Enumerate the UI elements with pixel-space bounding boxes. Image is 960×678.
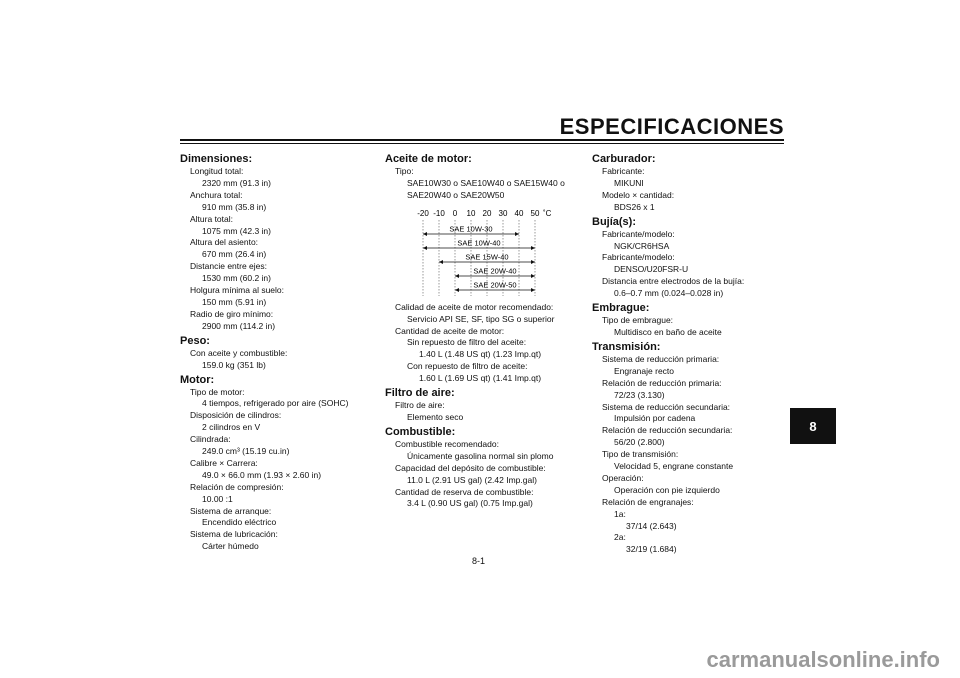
spec-line: Multidisco en baño de aceite	[614, 326, 722, 337]
oil-viscosity-chart	[405, 206, 555, 296]
spec-line: Cilindrada:	[190, 434, 231, 445]
range-arrow-left	[423, 246, 427, 250]
spec-line: 2a:	[614, 532, 626, 543]
section-heading: Combustible:	[385, 425, 456, 438]
tick-label: 10	[466, 208, 476, 218]
series-label: SAE 10W-40	[457, 238, 501, 248]
tick-label: -10	[433, 208, 445, 218]
spec-line: 56/20 (2.800)	[614, 437, 665, 448]
series-label: SAE 20W-50	[473, 280, 517, 290]
spec-line: Velocidad 5, engrane constante	[614, 461, 734, 472]
spec-line: Capacidad del depósito de combustible:	[395, 462, 546, 473]
spec-line: 11.0 L (2.91 US gal) (2.42 Imp.gal)	[407, 474, 537, 485]
spec-line: Combustible recomendado:	[395, 438, 499, 449]
range-arrow-right	[515, 232, 519, 236]
spec-line: Anchura total:	[190, 189, 243, 200]
spec-line: 159.0 kg (351 lb)	[202, 359, 266, 370]
spec-line: Fabricante/modelo:	[602, 228, 675, 239]
spec-line: Operación:	[602, 472, 644, 483]
series-label: SAE 10W-30	[449, 224, 493, 234]
series-label: SAE 15W-40	[465, 252, 509, 262]
spec-line: Radio de giro mínimo:	[190, 308, 274, 319]
spec-line: 37/14 (2.643)	[626, 520, 677, 531]
spec-line: Cantidad de aceite de motor:	[395, 325, 505, 336]
spec-line: 2320 mm (91.3 in)	[202, 177, 271, 188]
spec-line: Impulsión por cadena	[614, 413, 696, 424]
spec-line: Fabricante/modelo:	[602, 252, 675, 263]
section-heading: Bujía(s):	[592, 215, 636, 228]
range-arrow-right	[531, 260, 535, 264]
spec-line: Sistema de reducción secundaria:	[602, 401, 731, 412]
spec-line: 670 mm (26.4 in)	[202, 249, 267, 260]
spec-line: 910 mm (35.8 in)	[202, 201, 267, 212]
page-number: 8-1	[472, 556, 486, 566]
spec-line: Con aceite y combustible:	[190, 347, 288, 358]
section-heading: Peso:	[180, 334, 210, 347]
spec-line: SAE20W40 o SAE20W50	[407, 189, 505, 200]
spec-line: SAE10W30 o SAE10W40 o SAE15W40 o	[407, 177, 565, 188]
spec-line: NGK/CR6HSA	[614, 240, 670, 251]
spec-line: Con repuesto de filtro de aceite:	[407, 361, 528, 372]
column-right	[592, 151, 792, 556]
tick-label: 0	[452, 208, 458, 218]
spec-line: Únicamente gasolina normal sin plomo	[407, 450, 554, 461]
spec-line: Sin repuesto de filtro del aceite:	[407, 337, 527, 348]
spec-line: Disposición de cilindros:	[190, 410, 282, 421]
spec-line: Distancia entre electrodos de la bujía:	[602, 276, 745, 287]
chapter-tab[interactable]: 8	[790, 408, 836, 444]
tick-label: 30	[498, 208, 508, 218]
section-heading: Motor:	[180, 373, 215, 386]
spec-line: Relación de engranajes:	[602, 496, 694, 507]
spec-line: 1075 mm (42.3 in)	[202, 225, 271, 236]
spec-line: 1530 mm (60.2 in)	[202, 273, 271, 284]
spec-line: Tipo:	[395, 166, 414, 176]
spec-line: MIKUNI	[614, 177, 644, 188]
spec-line: Tipo de embrague:	[602, 315, 674, 326]
spec-line: 10.00 :1	[202, 493, 233, 504]
spec-line: Sistema de arranque:	[190, 505, 272, 516]
spec-line: Cárter húmedo	[202, 541, 259, 552]
engine-oil-type	[385, 152, 585, 202]
spec-line: Encendido eléctrico	[202, 517, 277, 528]
range-arrow-left	[455, 288, 459, 292]
header-rule	[180, 139, 784, 141]
spec-line: 3.4 L (0.90 US gal) (0.75 Imp.gal)	[407, 498, 533, 509]
spec-line: Operación con pie izquierdo	[614, 484, 720, 495]
spec-line: 2 cilindros en V	[202, 422, 261, 433]
section-heading: Dimensiones:	[180, 153, 253, 165]
spec-line: 4 tiempos, refrigerado por aire (SOHC)	[202, 398, 349, 409]
spec-line: 249.0 cm³ (15.19 cu.in)	[202, 446, 290, 457]
spec-line: 1a:	[614, 508, 626, 519]
range-arrow-left	[423, 232, 427, 236]
tick-label: 20	[482, 208, 492, 218]
section-heading: Filtro de aire:	[385, 387, 455, 400]
spec-line: Engranaje recto	[614, 365, 675, 376]
spec-line: Altura del asiento:	[190, 237, 259, 248]
spec-line: Sistema de lubricación:	[190, 529, 278, 540]
spec-line: Fabricante:	[602, 166, 645, 176]
spec-line: Relación de compresión:	[190, 481, 284, 492]
spec-line: Holgura mínima al suelo:	[190, 285, 285, 296]
spec-line: Distancie entre ejes:	[190, 261, 268, 272]
column-left	[180, 151, 380, 553]
spec-line: Calibre × Carrera:	[190, 457, 258, 468]
engine-oil-details	[385, 302, 585, 511]
section-heading: Transmisión:	[592, 340, 661, 353]
spec-line: Modelo × cantidad:	[602, 189, 675, 200]
spec-line: 1.40 L (1.48 US qt) (1.23 Imp.qt)	[419, 349, 542, 360]
spec-line: 0.6–0.7 mm (0.024–0.028 in)	[614, 288, 724, 299]
section-heading: Aceite de motor:	[385, 153, 472, 165]
spec-line: Relación de reducción secundaria:	[602, 425, 733, 436]
watermark: carmanualsonline.info	[706, 647, 940, 672]
header-rule-thin	[180, 143, 784, 144]
spec-line: Altura total:	[190, 213, 233, 224]
range-arrow-left	[455, 274, 459, 278]
spec-line: Sistema de reducción primaria:	[602, 353, 720, 364]
range-arrow-left	[439, 260, 443, 264]
spec-line: Tipo de motor:	[190, 386, 245, 397]
page-title: ESPECIFICACIONES	[559, 114, 784, 139]
tick-label: -20	[417, 208, 429, 218]
spec-line: Tipo de transmisión:	[602, 449, 679, 460]
spec-line: 72/23 (3.130)	[614, 389, 665, 400]
spec-line: 32/19 (1.684)	[626, 544, 677, 555]
spec-line: Calidad de aceite de motor recomendado:	[395, 301, 554, 312]
spec-line: Filtro de aire:	[395, 400, 445, 411]
spec-line: 2900 mm (114.2 in)	[202, 320, 276, 331]
spec-line: Cantidad de reserva de combustible:	[395, 486, 534, 497]
section-heading: Embrague:	[592, 302, 650, 315]
spec-line: 49.0 × 66.0 mm (1.93 × 2.60 in)	[202, 469, 322, 480]
spec-line: Relación de reducción primaria:	[602, 377, 722, 388]
series-label: SAE 20W-40	[473, 266, 517, 276]
spec-line: BDS26 x 1	[614, 201, 655, 212]
spec-line: 150 mm (5.91 in)	[202, 296, 267, 307]
column-middle	[385, 151, 585, 510]
spec-line: Elemento seco	[407, 411, 464, 422]
range-arrow-right	[531, 274, 535, 278]
spec-line: Servicio API SE, SF, tipo SG o superior	[407, 313, 555, 324]
unit-label: ˚C	[543, 208, 552, 218]
tick-label: 50	[530, 208, 540, 218]
section-heading: Carburador:	[592, 153, 656, 165]
spec-line: 1.60 L (1.69 US qt) (1.41 Imp.qt)	[419, 373, 542, 384]
range-arrow-right	[531, 246, 535, 250]
spec-line: Longitud total:	[190, 166, 244, 176]
tick-label: 40	[514, 208, 524, 218]
spec-line: DENSO/U20FSR-U	[614, 264, 689, 275]
range-arrow-right	[531, 288, 535, 292]
